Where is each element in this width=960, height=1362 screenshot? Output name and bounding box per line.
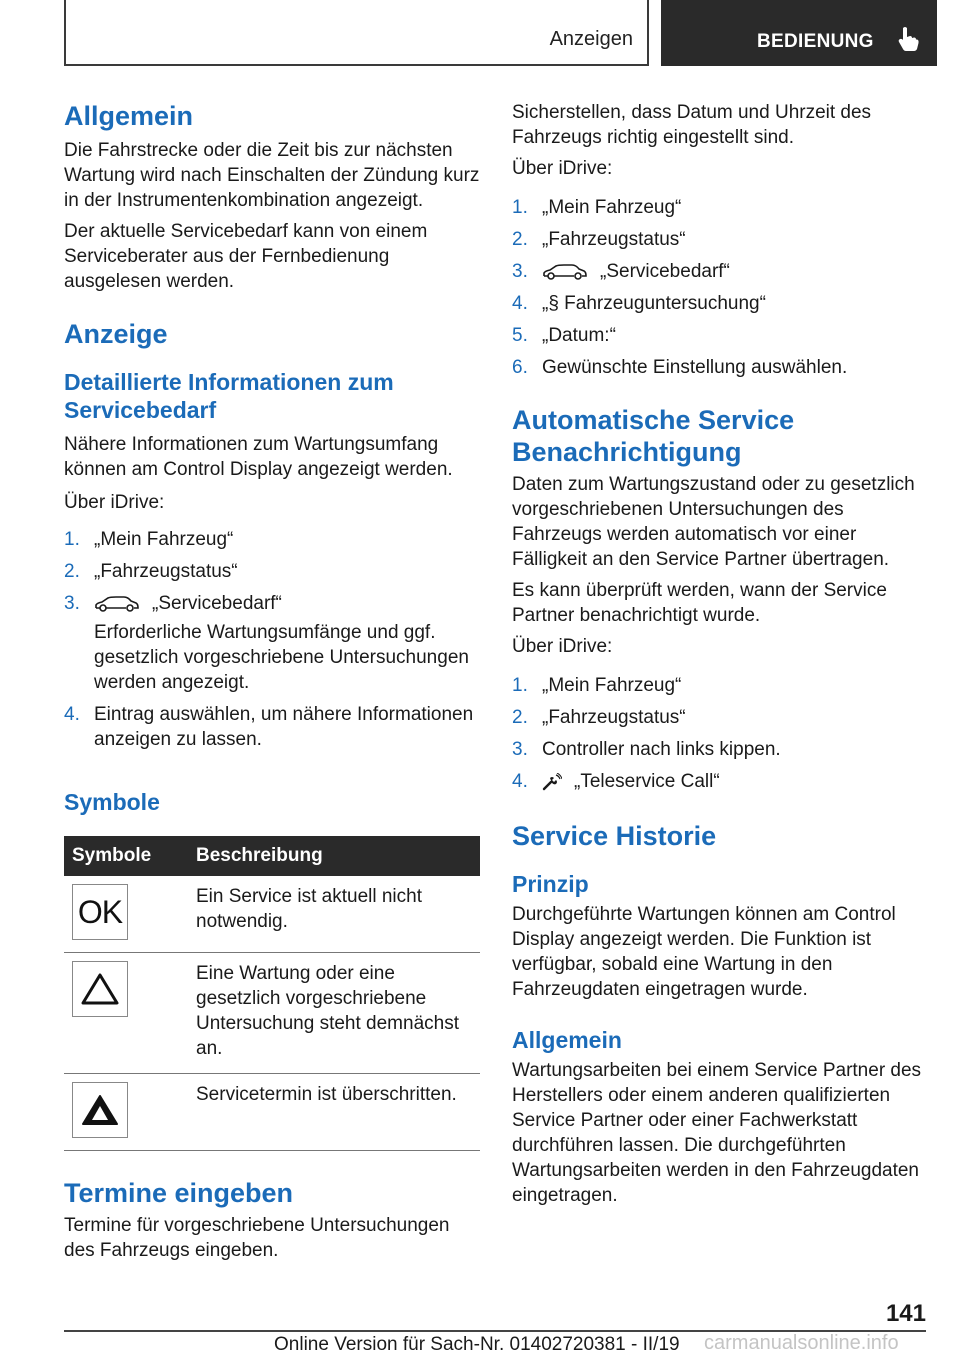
- list-item: 3. „Servicebedarf“ Erforderliche Wartungsumfänge und ggf. gesetzlich vorgeschriebene Untersuchungen werden angezeigt.: [64, 591, 480, 695]
- list-item: 1. „Mein Fahrzeug“: [512, 675, 682, 696]
- list-item: 1. „Mein Fahrzeug“: [512, 197, 682, 218]
- detail-steps-list: [64, 527, 480, 752]
- symbol-table: [64, 836, 480, 1151]
- auto-service-paragraph-2: Es kann überprüft werden, wann der Service Partner benachrichtigt wurde.: [512, 580, 887, 626]
- symbole-heading: Symbole: [64, 789, 160, 815]
- allgemein-heading: Allgemein: [64, 101, 194, 131]
- car-icon: [94, 595, 140, 613]
- detail-paragraph: Nähere Informationen zum Wartungsumfang können am Control Display angezeigt werden.: [64, 434, 453, 480]
- teleservice-steps-list: [512, 673, 928, 794]
- allgemein-paragraph-2: Der aktuelle Servicebedarf kann von einem Serviceberater aus der Fernbedienung ausgelesen werden.: [64, 221, 428, 292]
- header-chapter-box: [661, 0, 937, 66]
- watermark: carmanualsonline.info: [704, 1332, 899, 1354]
- list-item: 2. „Fahrzeugstatus“: [512, 707, 686, 728]
- right-column: [512, 100, 928, 1208]
- warning-triangle-outline-icon: [72, 961, 128, 1017]
- table-cell-desc: Servicetermin ist überschritten.: [188, 1074, 480, 1151]
- table-header-beschreibung: Beschreibung: [188, 836, 480, 876]
- allgemein-2-heading: Allgemein: [512, 1027, 622, 1053]
- list-item: 4. „Teleservice Call“: [512, 771, 720, 792]
- table-header-symbole: Symbole: [64, 836, 188, 876]
- table-row: [64, 876, 480, 953]
- table-row: [64, 953, 480, 1074]
- detail-idrive-label: Über iDrive:: [64, 492, 165, 513]
- page-number: 141: [885, 1300, 926, 1327]
- prinzip-paragraph: Durchgeführte Wartungen können am Control Display angezeigt werden. Die Funktion ist verfügbar, sobald eine Wartung in den Fahrzeugdaten eingetragen wurde.: [512, 904, 896, 1000]
- list-item: 2. „Fahrzeugstatus“: [512, 229, 686, 250]
- table-row: [64, 1074, 480, 1151]
- idrive-label-2: Über iDrive:: [512, 636, 613, 657]
- list-item: 4. „§ Fahrzeuguntersuchung“: [512, 293, 766, 314]
- termine-heading: Termine eingeben: [64, 1178, 294, 1208]
- list-item: 3. „Servicebedarf“: [512, 261, 730, 282]
- table-cell-desc: Eine Wartung oder eine gesetzlich vorgeschriebene Untersuchung steht demnächst an.: [188, 953, 480, 1074]
- allgemein-2-paragraph: Wartungsarbeiten bei einem Service Partner des Herstellers oder einem anderen qualifizierten Service Partner oder einer Fachwerkstatt durchführen lassen. Die durchgeführten Wartungsarbeiten werden in den Fahrzeugdaten eingetragen.: [512, 1060, 922, 1206]
- header-section-title: Anzeigen: [549, 28, 633, 50]
- table-header-row: [64, 836, 480, 876]
- table-cell-desc: Ein Service ist aktuell nicht notwendig.: [188, 876, 480, 953]
- termine-paragraph: Termine für vorgeschriebene Untersuchungen des Fahrzeugs eingeben.: [64, 1215, 450, 1261]
- hand-pointer-icon: [897, 26, 919, 52]
- ok-icon: OK: [72, 884, 128, 940]
- header-section-box: [64, 0, 649, 66]
- detail-heading: Detaillierte Informationen zum Servicebedarf: [64, 369, 394, 423]
- intro-paragraph: Sicherstellen, dass Datum und Uhrzeit des Fahrzeugs richtig eingestellt sind.: [512, 102, 872, 148]
- left-column: [64, 100, 480, 1263]
- list-item: 4. Eintrag auswählen, um nähere Informationen anzeigen zu lassen.: [64, 704, 474, 750]
- step-3-note: Erforderliche Wartungsumfänge und ggf. gesetzlich vorgeschriebene Untersuchungen werden angezeigt.: [94, 622, 469, 693]
- footer-version-text: Online Version für Sach-Nr. 01402720381 - II/19: [274, 1334, 680, 1355]
- car-icon: [542, 263, 588, 281]
- list-item: 6. Gewünschte Einstellung auswählen.: [512, 357, 848, 378]
- service-historie-heading: Service Historie: [512, 821, 717, 851]
- date-steps-list: [512, 195, 928, 380]
- list-item: 5. „Datum:“: [512, 325, 616, 346]
- prinzip-heading: Prinzip: [512, 871, 589, 897]
- anzeige-heading: Anzeige: [64, 319, 168, 349]
- wrench-signal-icon: [542, 773, 562, 791]
- auto-service-paragraph-1: Daten zum Wartungszustand oder zu gesetzlich vorgeschriebenen Untersuchungen des Fahrzeugs werden automatisch vor einer Fälligkeit an den Service Partner übertragen.: [512, 474, 915, 570]
- warning-triangle-filled-icon: [72, 1082, 128, 1138]
- list-item: 2. „Fahrzeugstatus“: [64, 561, 238, 582]
- auto-service-heading: Automatische Service Benachrichtigung: [512, 405, 795, 467]
- idrive-label-1: Über iDrive:: [512, 158, 613, 179]
- list-item: 3. Controller nach links kippen.: [512, 739, 781, 760]
- list-item: 1. „Mein Fahrzeug“: [64, 529, 234, 550]
- allgemein-paragraph-1: Die Fahrstrecke oder die Zeit bis zur nächsten Wartung wird nach Einschalten der Zündung kurz in der Instrumentenkombination angezeigt.: [64, 140, 480, 211]
- header-chapter-title: BEDIENUNG: [757, 31, 874, 52]
